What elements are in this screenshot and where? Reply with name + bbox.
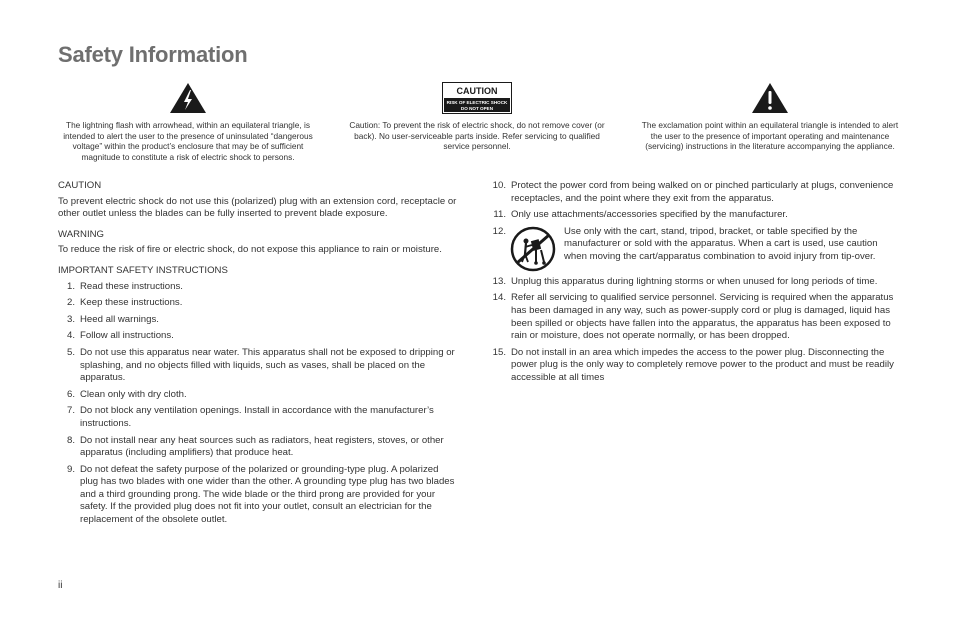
item-text: Use only with the cart, stand, tripod, bracket, or table specified by the manufacturer or sold with the apparatus. When a cart is used, use caution when moving the cart/apparatus combination to avoid injury from tip-over. [564, 225, 878, 262]
item-number: 3. [66, 313, 75, 325]
list-item [58, 435, 458, 460]
item-number: 14. [492, 292, 506, 304]
item-text: Do not install near any heat sources such as radiators, heat registers, stoves, or other apparatus (including amplifiers) that produce heat. [80, 434, 444, 459]
item-text: Do not install in an area which impedes the access to the power plug. Disconnecting the power plug is the only way to completely remove power to the product and must be readily accessible at all times [511, 346, 894, 383]
page-title: Safety Information [58, 42, 248, 67]
caution-label-icon [442, 82, 512, 114]
item-number: 5. [66, 346, 75, 358]
warning-text: To reduce the risk of fire or electric shock, do not expose this appliance to rain or moisture. [58, 244, 442, 256]
cart-tip-over-icon [508, 226, 558, 272]
item-text: Refer all servicing to qualified service personnel. Servicing is required when the apparatus has been damaged in any way, such as power-supply cord or plug is damaged, liquid has been spilled or objects have fallen into the apparatus, the apparatus has been exposed to rain or moisture, does not operate normally, or has been dropped. [511, 292, 894, 342]
item-text: Do not use this apparatus near water. This apparatus shall not be exposed to dripping or splashing, and no objects filled with liquids, such as vases, shall be placed on the apparatus. [80, 346, 455, 384]
caution-heading: CAUTION [58, 180, 102, 191]
item-text: Follow all instructions. [80, 330, 174, 342]
list-item [58, 347, 458, 385]
exclamation-symbol-text: The exclamation point within an equilateral triangle is intended to alert the user to the presence of important operating and maintenance (servicing) instructions in the literature accompanying the appliance. [641, 120, 899, 152]
item-number: 9. [66, 463, 75, 475]
item-text: Clean only with dry cloth. [80, 388, 187, 400]
caution-label-line1: RISK OF ELECTRIC SHOCK [446, 100, 508, 105]
list-item [58, 405, 458, 430]
left-column [58, 180, 458, 531]
list-item [490, 180, 900, 205]
caution-symbol-text: Caution: To prevent the risk of electric shock, do not remove cover (or back). No user-serviceable parts inside. Refer servicing to qualified service personnel. [349, 120, 605, 152]
list-item [58, 314, 458, 327]
instructions-list [58, 281, 458, 527]
list-item [58, 281, 458, 294]
list-item [490, 209, 900, 222]
warning-heading: WARNING [58, 228, 105, 240]
item-number: 1. [66, 280, 75, 292]
item-text: Keep these instructions. [80, 297, 183, 309]
list-item [58, 464, 458, 527]
list-item [58, 297, 458, 310]
item-text: Do not block any ventilation openings. Install in accordance with the manufacturer’s instructions. [80, 405, 434, 429]
lightning-symbol-block [56, 82, 320, 163]
item-number: 7. [66, 405, 75, 417]
item-number: 13. [492, 275, 506, 287]
item-number: 15. [492, 346, 506, 358]
item-text: Heed all warnings. [80, 313, 159, 325]
list-item [490, 276, 900, 289]
exclamation-symbol-block [640, 82, 900, 152]
caution-label-line2: DO NOT OPEN [460, 106, 494, 111]
list-item [58, 389, 458, 402]
caution-text: To prevent electric shock do not use this (polarized) plug with an extension cord, receptacle or other outlet unless the blades can be fully inserted to prevent blade exposure. [58, 195, 457, 220]
item-number: 2. [66, 297, 75, 309]
lightning-triangle-icon [169, 82, 207, 114]
item-number: 11. [493, 209, 506, 221]
lightning-symbol-text: The lightning flash with arrowhead, within an equilateral triangle, is intended to alert the user to the presence of uninsulated “dangerous voltage” within the product’s enclosure that may be of sufficient magnitude to constitute a risk of electric shock to persons. [63, 120, 313, 163]
list-item [490, 226, 900, 272]
item-number: 6. [66, 388, 75, 400]
caution-symbol-block [342, 82, 612, 152]
caution-label-title: CAUTION [456, 86, 498, 96]
exclamation-triangle-icon [751, 82, 789, 114]
item-text: Only use attachments/accessories specified by the manufacturer. [511, 209, 788, 221]
item-text: Unplug this apparatus during lightning storms or when unused for long periods of time. [511, 275, 878, 287]
page-number: ii [58, 580, 63, 591]
item-number: 12. [492, 225, 506, 237]
list-item [490, 347, 900, 385]
item-text: Read these instructions. [80, 280, 183, 292]
item-text: Protect the power cord from being walked on or pinched particularly at plugs, convenience receptacles, and the point where they exit from the apparatus. [511, 180, 894, 204]
list-item [490, 292, 900, 342]
item-number: 8. [66, 434, 75, 446]
instructions-heading: IMPORTANT SAFETY INSTRUCTIONS [58, 264, 228, 276]
right-column [490, 180, 900, 389]
item-text: Do not defeat the safety purpose of the polarized or grounding-type plug. A polarized plug has two blades with one wider than the other. A grounding type plug has two blades and a third grounding prong. The wide blade or the third prong are provided for your safety. If the provided plug does not fit into your outlet, consult an electrician for the replacement of the obsolete outlet. [80, 463, 455, 526]
list-item [58, 330, 458, 343]
item-number: 4. [66, 330, 75, 342]
item-number: 10. [492, 180, 506, 191]
